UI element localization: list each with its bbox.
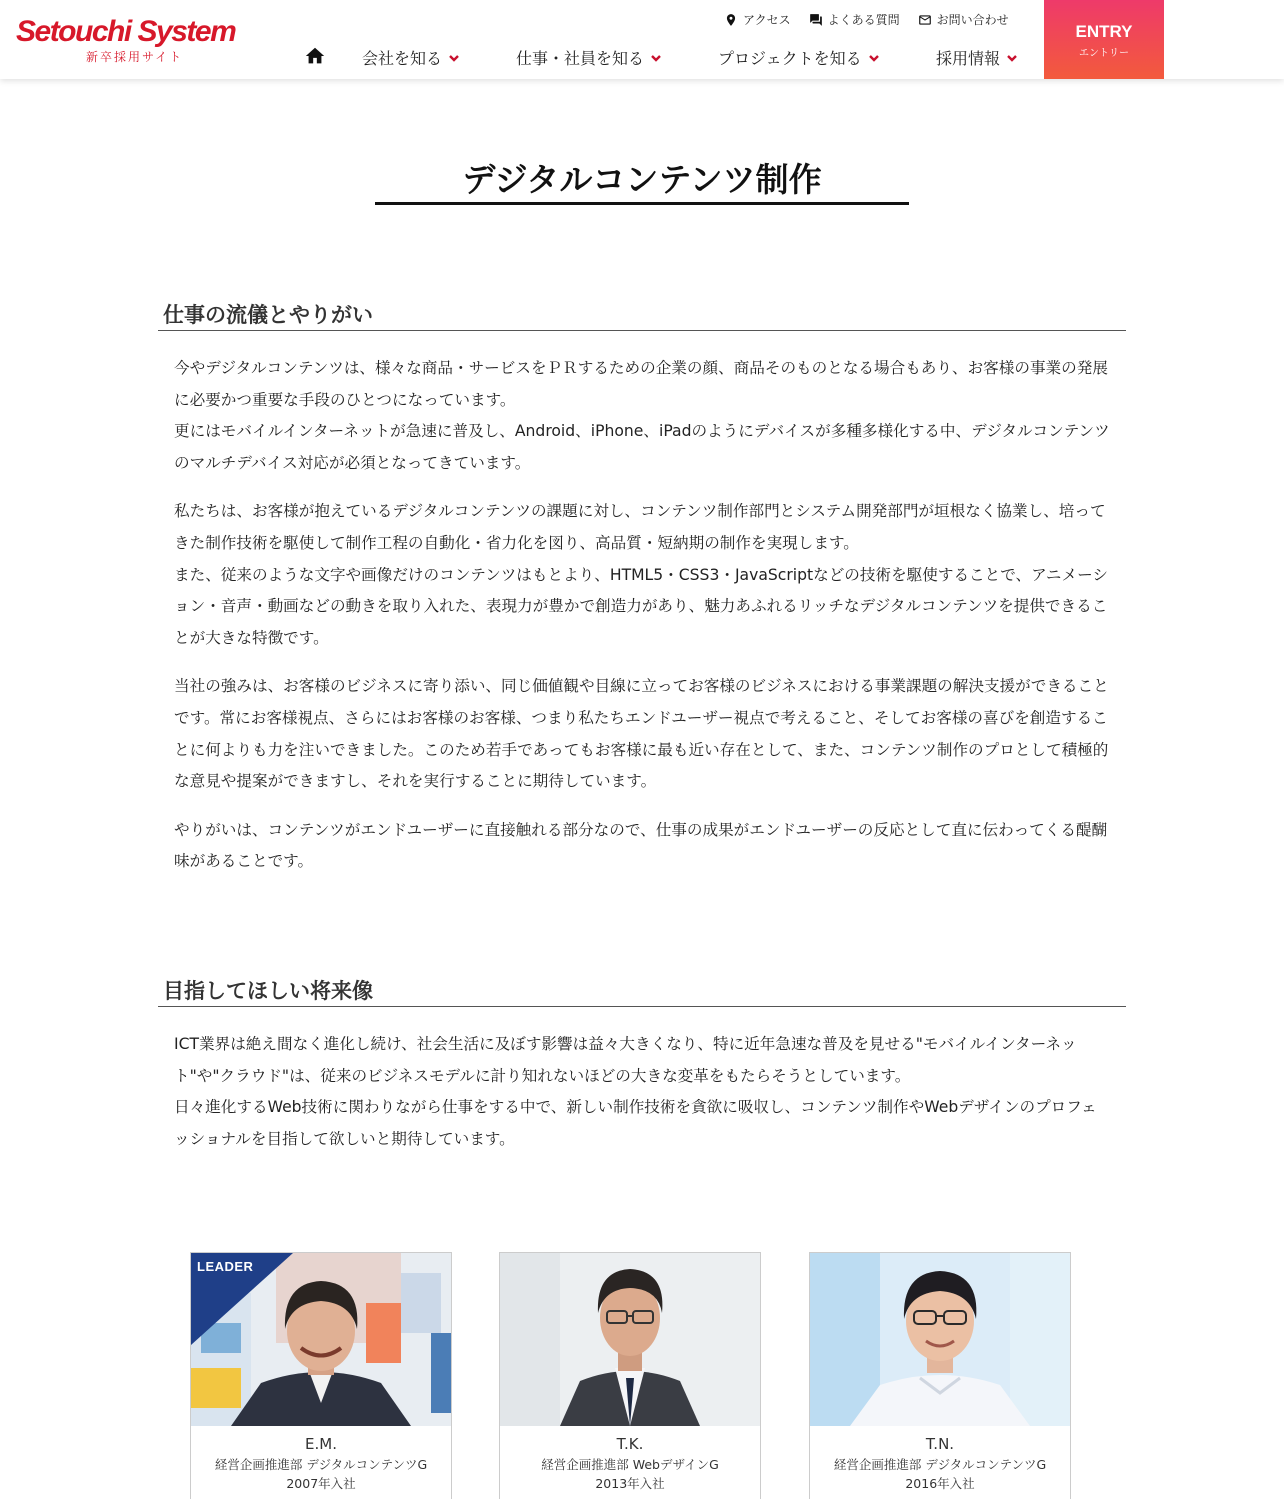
nav-item-work-staff[interactable] [516,46,662,69]
nav-item-label: 会社を知る [362,49,443,68]
staff-photo [191,1253,451,1426]
section-body-future-vision [174,1029,1110,1172]
staff-department: 経営企画推進部 WebデザインG [541,1457,719,1472]
staff-department: 経営企画推進部 デジタルコンテンツG [833,1457,1047,1472]
paragraph-line: 日々進化するWeb技術に関わりながら仕事をする中で、新しい制作技術を貪欲に吸収し、コンテンツ制作やWebデザインのプロフェッショナルを目指して欲しいと期待しています。 [174,1098,1097,1148]
entry-label: ENTRY [1075,22,1133,41]
staff-portrait [810,1253,1070,1426]
staff-portrait [500,1253,760,1426]
nav-item-label: プロジェクトを知る [718,49,862,68]
utility-contact-link[interactable] [918,11,1009,28]
paragraph-line: 更にはモバイルインターネットが急速に普及し、Android、iPhone、iPadのようにデバイスが多種多様化する中、デジタルコンテンツのマルチデバイス対応が必須となってきています。 [174,422,1110,472]
section-body-work-style [174,353,1110,895]
paragraph-line: 今やデジタルコンテンツは、様々な商品・サービスをＰＲするための企業の顔、商品そのものとなる場合もあり、お客様の事業の発展に必要かつ重要な手段のひとつになっています。 [174,359,1108,409]
site-logo[interactable] [16,14,266,66]
utility-faq-label: よくある質問 [827,13,900,27]
paragraph [174,1029,1110,1155]
paragraph [174,353,1110,479]
section-heading-work-style: 仕事の流儀とやりがい [158,301,1126,331]
staff-photo [500,1253,760,1426]
logo-wordmark: Setouchi System [16,15,236,48]
staff-name: T.N. [925,1435,955,1453]
mail-icon [918,13,932,27]
nav-item-label: 採用情報 [936,49,1001,68]
page-title: デジタルコンテンツ制作 [375,158,909,205]
staff-card[interactable] [809,1252,1071,1499]
nav-item-projects[interactable] [718,46,880,69]
chevron-down-icon [650,52,662,64]
home-link[interactable] [304,45,326,67]
staff-name: E.M. [305,1435,337,1453]
utility-contact-label: お問い合わせ [936,13,1009,27]
logo-subtitle: 新卒採用サイト [86,50,184,64]
utility-access-link[interactable] [724,11,791,28]
staff-name: T.K. [616,1435,644,1453]
nav-item-company[interactable] [362,46,460,69]
leader-badge-label: LEADER [197,1259,254,1274]
staff-join-year: 2013年入社 [595,1476,665,1491]
staff-photo [810,1253,1070,1426]
section-heading-future-vision: 目指してほしい将来像 [158,977,1126,1007]
chevron-down-icon [448,52,460,64]
paragraph-line: また、従来のような文字や画像だけのコンテンツはもとより、HTML5・CSS3・JavaScriptなどの技術を駆使することで、アニメーション・音声・動画などの動きを取り入れた、表現力が豊かで創造力があり、魅力あふれるリッチなデジタルコンテンツを提供できることが大きな特徴です。 [174,565,1108,647]
staff-join-year: 2016年入社 [905,1476,975,1491]
paragraph: やりがいは、コンテンツがエンドユーザーに直接触れる部分なので、仕事の成果がエンドユーザーの反応として直に伝わってくる醍醐味があることです。 [174,820,1108,871]
paragraph-line: ICT業界は絶え間なく進化し続け、社会生活に及ぼす影響は益々大きくなり、特に近年急速な普及を見せる"モバイルインターネット"や"クラウド"は、従来のビジネスモデルに計り知れないほどの大きな変革をもたらそうとしています。 [174,1035,1077,1085]
staff-department: 経営企画推進部 デジタルコンテンツG [214,1457,428,1472]
map-pin-icon [724,13,738,27]
nav-item-recruit[interactable] [936,46,1018,69]
staff-card[interactable] [499,1252,761,1499]
paragraph [174,496,1110,654]
utility-faq-link[interactable] [809,11,900,28]
chat-icon [809,13,823,27]
utility-access-label: アクセス [743,13,791,27]
staff-card[interactable] [190,1252,452,1499]
staff-join-year: 2007年入社 [286,1476,356,1491]
staff-cards [190,1252,1071,1499]
entry-button[interactable] [1044,0,1164,79]
chevron-down-icon [1006,52,1018,64]
utility-nav [724,11,1009,28]
chevron-down-icon [868,52,880,64]
nav-item-label: 仕事・社員を知る [516,49,645,68]
site-header [0,0,1284,79]
paragraph-line: 私たちは、お客様が抱えているデジタルコンテンツの課題に対し、コンテンツ制作部門とシステム開発部門が垣根なく協業し、培ってきた制作技術を駆使して制作工程の自動化・省力化を図り、高品質・短納期の制作を実現します。 [174,502,1106,552]
home-icon [304,45,326,67]
entry-sublabel: エントリー [1079,48,1129,59]
paragraph: 当社の強みは、お客様のビジネスに寄り添い、同じ価値観や目線に立ってお客様のビジネスにおける事業課題の解決支援ができることです。常にお客様視点、さらにはお客様のお客様、つまり私たちエンドユーザー視点で考えること、そしてお客様の喜びを創造することに何よりも力を注いできました。このため若手であってもお客様に最も近い存在として、また、コンテンツ制作のプロとして積極的な意見や提案ができますし、それを実行することに期待しています。 [174,677,1109,791]
